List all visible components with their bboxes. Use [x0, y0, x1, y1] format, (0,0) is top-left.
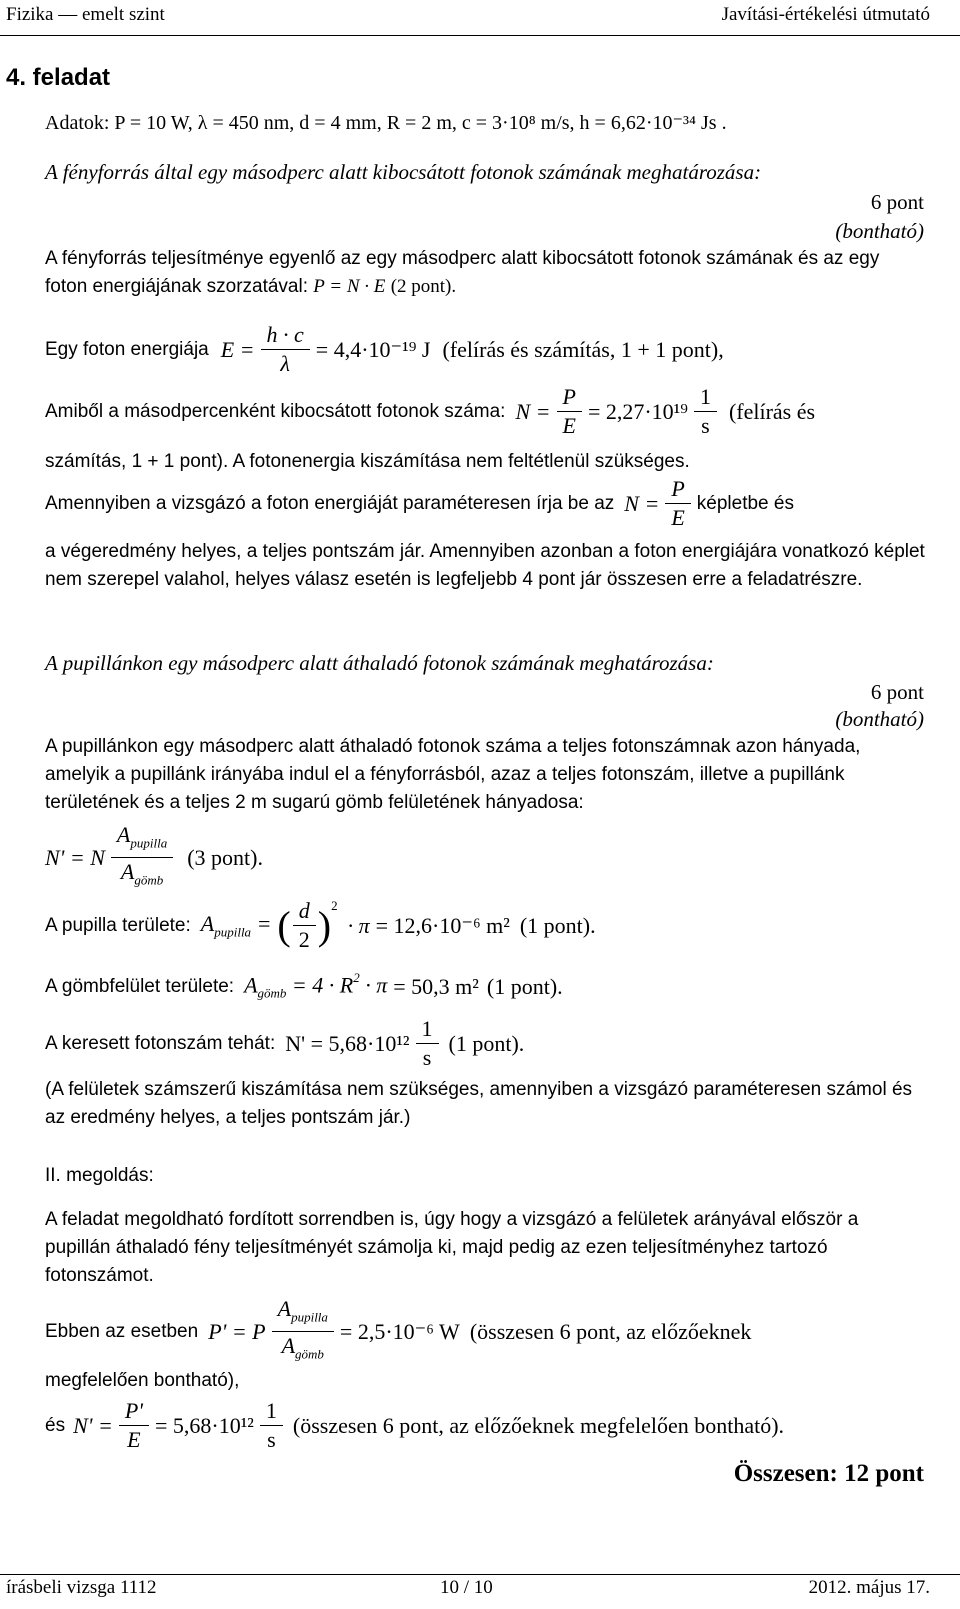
pupil-area-lead: A pupilla területe: — [45, 914, 191, 936]
parametric-text-a: Amennyiben a vizsgázó a foton energiáját paraméteresen írja be az — [45, 492, 615, 514]
ratio-fraction: $\frac{A_{pupilla}}{A_{gömb}}$ — [111, 822, 173, 894]
footer-rule — [0, 1574, 960, 1575]
sphere-area-points: (1 pont). — [486, 973, 563, 999]
part1-paragraph — [45, 245, 925, 301]
sphere-area-line: A gömbfelület területe: $A_{gömb} = 4 \cdot R^2 \cdot \pi$ = 50,3 m² (1 pont). — [45, 970, 563, 1001]
pupil-area-result: = 12,6·10⁻⁶ m² — [375, 912, 510, 938]
alt-count-fraction: $\frac{P'}{E}$ — [119, 1398, 149, 1453]
footer-center: 10 / 10 — [440, 1577, 493, 1598]
part2-divisible: (bontható) — [835, 707, 924, 731]
part1-divisible: (bontható) — [835, 219, 924, 243]
header-rule — [0, 35, 960, 36]
alt-power-lead: Ebben az esetben — [45, 1320, 199, 1342]
energy-result: = 4,4·10⁻¹⁹ J — [315, 336, 431, 362]
part1-p1-formula: P = N · E — [313, 276, 386, 297]
photon-count-fraction: $\frac{P}{E}$ — [557, 384, 582, 439]
part1-points: 6 pont — [870, 190, 924, 214]
total-score: Összesen: 12 pont — [733, 1460, 924, 1487]
result-line — [45, 1016, 524, 1071]
parametric-text-b: képletbe és — [696, 492, 794, 514]
alt-count-lead: és — [45, 1414, 66, 1436]
energy-numerator: h · c — [261, 322, 310, 350]
part2-points: 6 pont — [870, 680, 924, 704]
photon-count-symbol: N = — [515, 398, 551, 424]
part3-heading: II. megoldás: — [45, 1165, 154, 1186]
footer-left: írásbeli vizsga 1112 — [6, 1577, 157, 1598]
alt-power-note: (összesen 6 pont, az előzőeknek — [469, 1318, 752, 1344]
energy-line — [45, 322, 724, 377]
energy-symbol: E = — [220, 336, 255, 362]
alt-power-result: = 2,5·10⁻⁶ W — [339, 1318, 460, 1344]
alt-power-note-cont: megfelelően bontható), — [45, 1370, 240, 1391]
pupil-area-line: A pupilla területe: $A_{pupilla}$ = ( $\frac{d}{2}$ ) $^2$ · π = 12,6·10⁻⁶ m² (1 pont). — [45, 897, 596, 952]
alt-count-note: (összesen 6 pont, az előzőeknek megfelelően bontható). — [292, 1412, 785, 1438]
photon-count-line — [45, 384, 815, 439]
energy-denominator: λ — [280, 351, 290, 376]
part1-heading: A fényforrás által egy másodperc alatt kibocsátott fotonok számának meghatározása: — [45, 160, 762, 184]
photon-count-result: = 2,27·10¹⁹ — [587, 398, 688, 424]
ratio-points: (3 pont). — [187, 844, 263, 870]
photon-count-note: (felírás és — [728, 398, 816, 424]
result-value: N' = 5,68·10¹² — [285, 1030, 410, 1056]
part3-paragraph: A feladat megoldható fordított sorrendben is, úgy hogy a vizsgázó a felületek arányával először a pupillán áthaladó fény teljesítményét számolja ki, majd pedig az ezen teljesítményhez tartozó fotonszámot. — [45, 1209, 859, 1286]
energy-fraction — [261, 322, 310, 377]
result-points: (1 pont). — [448, 1030, 525, 1056]
pupil-area-fraction: $\frac{d}{2}$ — [293, 898, 316, 953]
pupil-area-points: (1 pont). — [519, 912, 596, 938]
sphere-area-result: = 50,3 m² — [393, 973, 479, 999]
task-title: 4. feladat — [6, 64, 111, 91]
result-unit-fraction: $\frac{1}{s}$ — [416, 1016, 439, 1071]
part2-paragraph: A pupillánkon egy másodperc alatt áthaladó fotonok száma a teljes fotonszámnak azon hányada, amelyik a pupillánk irányába indul el a fényforrásból, azaz a teljes fotonszám, illetve a pupillánk területének és a teljes 2 m sugarú gömb felületének hányadosa: — [45, 736, 861, 813]
alt-count-line: és N' = $\frac{P'}{E}$ = 5,68·10¹² $\frac{1}{s}$ (összesen 6 pont, az előzőeknek megfelelően bontható). — [45, 1398, 785, 1452]
alt-count-unit-fraction: $\frac{1}{s}$ — [260, 1398, 283, 1453]
part1-p1-text: A fényforrás teljesítménye egyenlő az egy másodperc alatt kibocsátott fotonok számának és az egy foton energiájának szorzatával: — [45, 248, 880, 297]
part1-p1-points: (2 pont). — [390, 276, 457, 297]
parametric-paragraph: a végeredmény helyes, a teljes pontszám jár. Amennyiben azonban a foton energiájára vonatkozó képlet nem szerepel valahol, helyes válasz esetén is legfeljebb 4 pont jár összesen erre a feladatrészre. — [45, 541, 925, 590]
alt-power-line: Ebben az esetben P' = P $\frac{A_{pupilla}}{A_{gömb}}$ = 2,5·10⁻⁶ W (összesen 6 pont, az előzőeknek — [45, 1296, 751, 1368]
header-left: Fizika — emelt szint — [6, 4, 165, 25]
energy-note: (felírás és számítás, 1 + 1 pont), — [442, 336, 724, 362]
photon-count-lead: Amiből a másodpercenként kibocsátott fotonok száma: — [45, 400, 506, 422]
part2-heading: A pupillánkon egy másodperc alatt áthaladó fotonok számának meghatározása: — [45, 651, 714, 675]
header-right: Javítási-értékelési útmutató — [721, 4, 930, 25]
part2-note: (A felületek számszerű kiszámítása nem szükséges, amennyiben a vizsgázó paraméteresen számol és az eredmény helyes, a teljes pontszám jár.) — [45, 1079, 913, 1128]
given-data — [45, 108, 727, 138]
photon-count-note-cont: számítás, 1 + 1 pont). A fotonenergia kiszámítása nem feltétlenül szükséges. — [45, 451, 690, 472]
given-text: Adatok: P = 10 W, λ = 450 nm, d = 4 mm, R = 2 m, c = 3·10⁸ m/s, h = 6,62·10⁻³⁴ Js . — [45, 112, 727, 134]
alt-power-fraction: $\frac{A_{pupilla}}{A_{gömb}}$ — [272, 1296, 334, 1368]
ratio-formula: N' = N $\frac{A_{pupilla}}{A_{gömb}}$ (3 pont). — [45, 822, 263, 894]
parametric-line: Amennyiben a vizsgázó a foton energiáját paraméteresen írja be az N = $\frac{P}{E}$ képletbe és — [45, 476, 794, 530]
sphere-area-lead: A gömbfelület területe: — [45, 975, 235, 997]
per-second-fraction: $\frac{1}{s}$ — [694, 384, 717, 439]
footer-right: 2012. május 17. — [808, 1577, 930, 1598]
parametric-fraction: $\frac{P}{E}$ — [665, 476, 690, 531]
energy-lead: Egy foton energiája — [45, 338, 209, 360]
alt-count-result: = 5,68·10¹² — [154, 1412, 254, 1438]
result-lead: A keresett fotonszám tehát: — [45, 1032, 276, 1054]
